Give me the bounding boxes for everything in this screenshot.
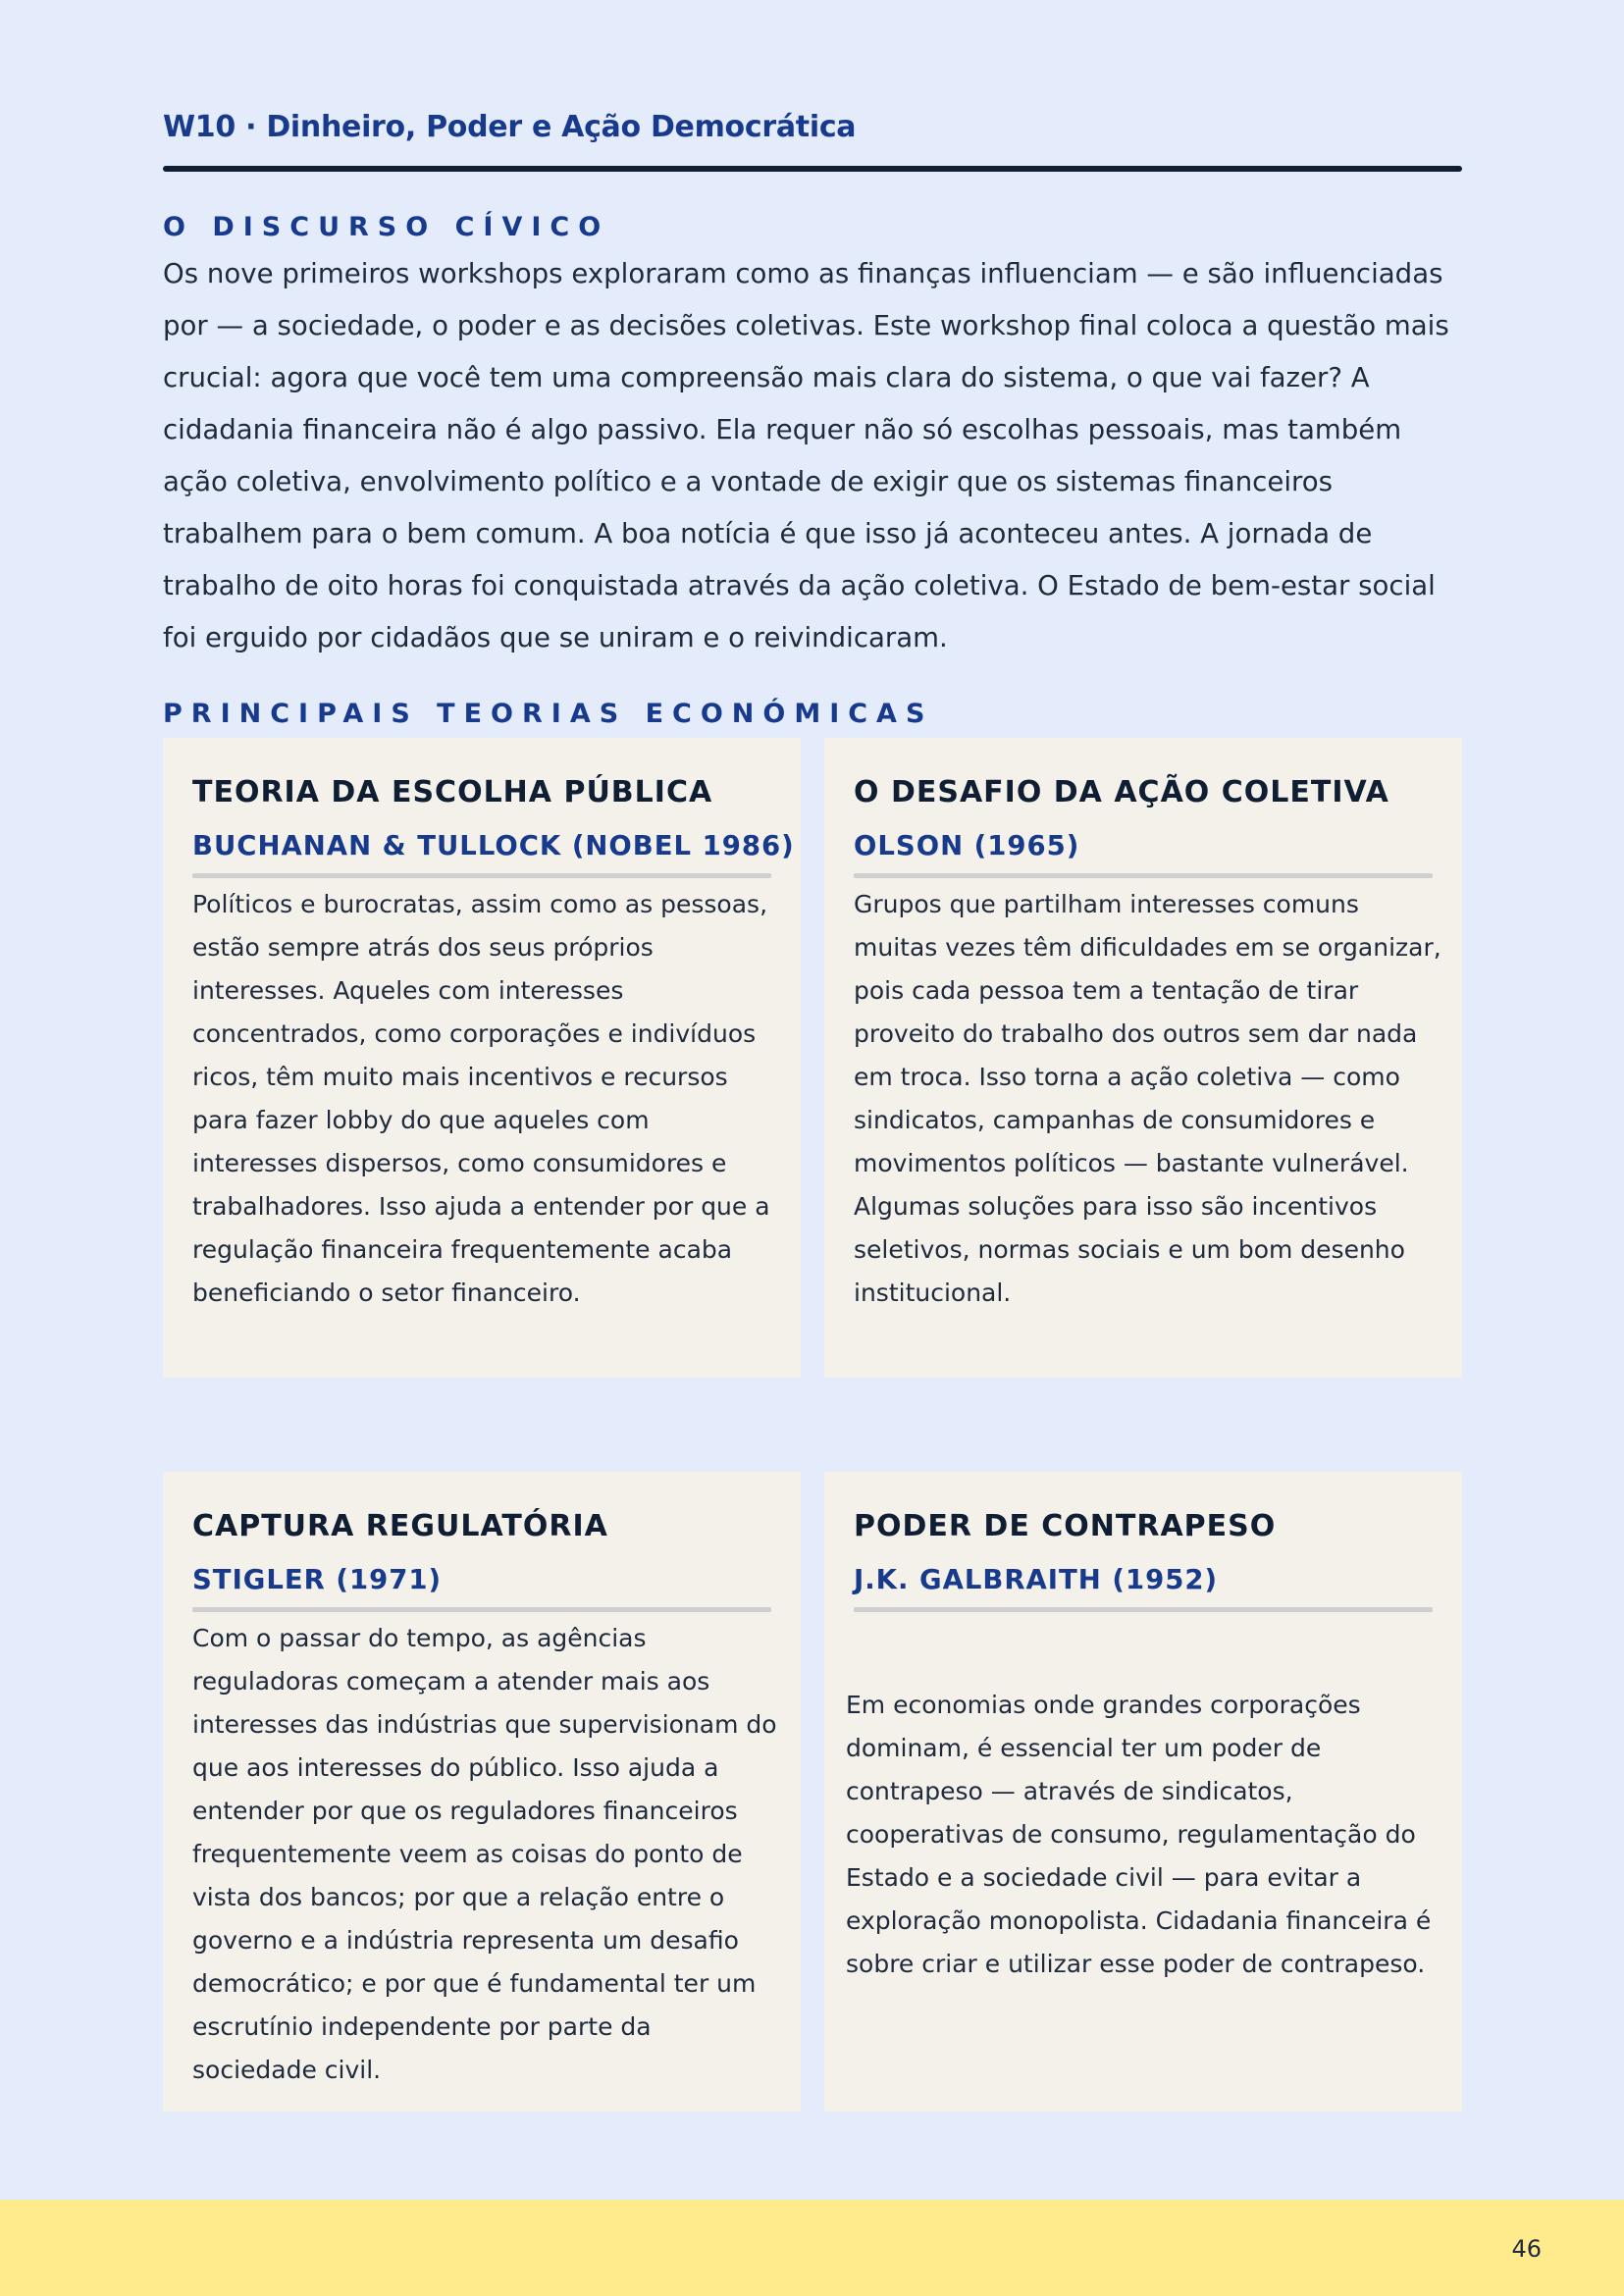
card-title: TEORIA DA ESCOLHA PÚBLICA (192, 775, 713, 809)
theory-card-regulatory-capture (163, 1472, 801, 2112)
card-title: O DESAFIO DA AÇÃO COLETIVA (854, 775, 1389, 809)
theory-card-public-choice (163, 738, 801, 1378)
card-divider (854, 873, 1433, 878)
page-footer (0, 2200, 1624, 2296)
page-number: 46 (1511, 2235, 1542, 2263)
card-title: CAPTURA REGULATÓRIA (192, 1509, 608, 1543)
card-title: PODER DE CONTRAPESO (854, 1509, 1277, 1543)
card-divider (192, 873, 771, 878)
card-author: OLSON (1965) (854, 830, 1080, 861)
card-divider (854, 1607, 1433, 1612)
card-body: Políticos e burocratas, assim como as pessoas, estão sempre atrás dos seus próprios interesses. Aqueles com interesses concentrados, como corporações e indivíduos ricos, têm muito mais incentivos e recursos para fazer lobby do que aqueles com interesses dispersos, como consumidores e trabalhadores. Isso ajuda a entender por que a regulação financeira frequentemente acaba beneficiando o setor financeiro. (192, 890, 770, 1307)
civic-section-label: O DISCURSO CÍVICO (163, 212, 610, 242)
card-author: J.K. GALBRAITH (1952) (854, 1564, 1219, 1595)
theories-section-label: PRINCIPAIS TEORIAS ECONÓMICAS (163, 699, 934, 729)
card-author: BUCHANAN & TULLOCK (NOBEL 1986) (192, 830, 795, 861)
card-body: Grupos que partilham interesses comuns muitas vezes têm dificuldades em se organizar, pois cada pessoa tem a tentação de tirar proveito do trabalho dos outros sem dar nada em troca. Isso torna a ação coletiva — como sindicatos, campanhas de consumidores e movimentos políticos — bastante vulnerável. Algumas soluções para isso são incentivos seletivos, normas sociais e um bom desenho institucional. (854, 890, 1441, 1307)
header-divider (163, 166, 1462, 172)
theory-card-countervailing-power (824, 1472, 1462, 2112)
card-divider (192, 1607, 771, 1612)
theory-card-collective-action (824, 738, 1462, 1378)
card-author: STIGLER (1971) (192, 1564, 443, 1595)
card-body: Com o passar do tempo, as agências reguladoras começam a atender mais aos interesses das indústrias que supervisionam do que aos interesses do público. Isso ajuda a entender por que os reguladores financeiros frequentemente veem as coisas do ponto de vista dos bancos; por que a relação entre o governo e a indústria representa um desafio democrático; e por que é fundamental ter um escrutínio independente por parte da sociedade civil. (192, 1624, 777, 2084)
civic-paragraph: Os nove primeiros workshops exploraram como as finanças influenciam — e são influenciadas por — a sociedade, o poder e as decisões coletivas. Este workshop final coloca a questão mais crucial: agora que você tem uma compreensão mais clara do sistema, o que vai fazer? A cidadania financeira não é algo passivo. Ela requer não só escolhas pessoais, mas também ação coletiva, envolvimento político e a vontade de exigir que os sistemas financeiros trabalhem para o bem comum. A boa notícia é que isso já aconteceu antes. A jornada de trabalho de oito horas foi conquistada através da ação coletiva. O Estado de bem-estar social foi erguido por cidadãos que se uniram e o reivindicaram. (163, 257, 1449, 653)
page-title: W10 · Dinheiro, Poder e Ação Democrática (163, 110, 857, 144)
card-body: Em economias onde grandes corporações dominam, é essencial ter um poder de contrapeso — através de sindicatos, cooperativas de consumo, regulamentação do Estado e a sociedade civil — para evitar a exploração monopolista. Cidadania financeira é sobre criar e utilizar esse poder de contrapeso. (846, 1691, 1432, 1978)
